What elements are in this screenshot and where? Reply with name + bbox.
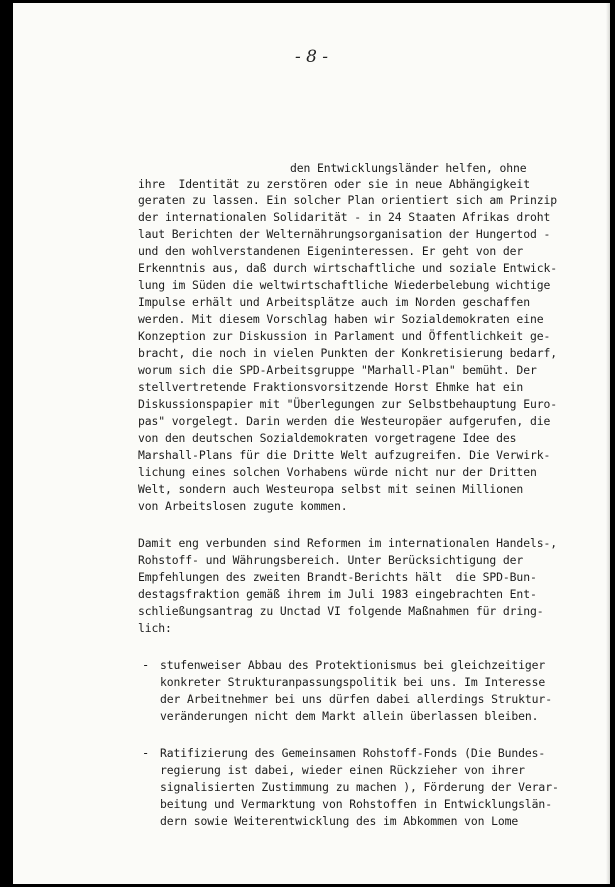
bullet-line: veränderungen nicht dem Markt allein überlassen bleiben. bbox=[160, 709, 539, 723]
document-page bbox=[13, 3, 610, 884]
text-line: Damit eng verbunden sind Reformen im internationalen Handels-, bbox=[138, 536, 557, 550]
text-line: schließungsantrag zu Unctad VI folgende Maßnahmen für dring- bbox=[138, 604, 544, 618]
text-line: worum sich die SPD-Arbeitsgruppe "Marhall-Plan" bemüht. Der bbox=[138, 363, 537, 377]
text-line: Diskussionspapier mit "Überlegungen zur Selbstbehauptung Euro- bbox=[138, 397, 557, 411]
text-line: pas" vorgelegt. Darin werden die Westeuropäer aufgerufen, die bbox=[138, 414, 551, 428]
text-line: den Entwicklungsländer helfen, ohne bbox=[290, 161, 527, 175]
text-line: und den wohlverstandenen Eigeninteressen. Er geht von der bbox=[138, 244, 524, 258]
text-line: Erkenntnis aus, daß durch wirtschaftliche und soziale Entwick- bbox=[138, 261, 557, 275]
text-line: Konzeption zur Diskussion in Parlament und Öffentlichkeit ge- bbox=[138, 329, 551, 343]
bullet-line: Ratifizierung des Gemeinsamen Rohstoff-Fonds (Die Bundes- bbox=[160, 746, 546, 760]
text-line: laut Berichten der Welternährungsorganisation der Hungertod - bbox=[138, 227, 551, 241]
bullet-line: der Arbeitnehmer bei uns dürfen dabei allerdings Struktur- bbox=[160, 692, 552, 706]
text-line: Rohstoff- und Währungsbereich. Unter Berücksichtigung der bbox=[138, 553, 524, 567]
bullet-line: konkreter Strukturanpassungspolitik bei uns. Im Interesse bbox=[160, 675, 546, 689]
text-line: der internationalen Solidarität - in 24 Staaten Afrikas droht bbox=[138, 210, 551, 224]
text-line: werden. Mit diesem Vorschlag haben wir Sozialdemokraten eine bbox=[138, 312, 544, 326]
text-line: von den deutschen Sozialdemokraten vorgetragene Idee des bbox=[138, 431, 517, 445]
bullet-line: dern sowie Weiterentwicklung des im Abkommen von Lome bbox=[160, 814, 519, 828]
text-line: lichung eines solchen Vorhabens würde nicht nur der Dritten bbox=[138, 465, 537, 479]
text-line: von Arbeitslosen zugute kommen. bbox=[138, 499, 348, 513]
bullet-line: signalisierten Zustimmung zu machen ), Förderung der Verar- bbox=[160, 780, 559, 794]
text-line: Marshall-Plans für die Dritte Welt aufzugreifen. Die Verwirk- bbox=[138, 448, 551, 462]
page-edge-shadow bbox=[606, 3, 610, 884]
text-line: Welt, sondern auch Westeuropa selbst mit seinen Millionen bbox=[138, 482, 524, 496]
text-line: lung im Süden die weltwirtschaftliche Wiederbelebung wichtige bbox=[138, 278, 551, 292]
bullet-dash: - bbox=[142, 746, 150, 760]
bullet-line: stufenweiser Abbau des Protektionismus bei gleichzeitiger bbox=[160, 658, 546, 672]
text-line: ihre Identität zu zerstören oder sie in neue Abhängigkeit bbox=[138, 177, 530, 191]
text-line: lich: bbox=[138, 621, 172, 635]
text-line: bracht, die noch in vielen Punkten der Konkretisierung bedarf, bbox=[138, 346, 557, 360]
text-line: Empfehlungen des zweiten Brandt-Berichts hält die SPD-Bun- bbox=[138, 570, 537, 584]
text-line: geraten zu lassen. Ein solcher Plan orientiert sich am Prinzip bbox=[138, 193, 557, 207]
text-line: Impulse erhält und Arbeitsplätze auch im Norden geschaffen bbox=[138, 295, 530, 309]
page-number: - 8 - bbox=[294, 47, 329, 67]
text-line: stellvertretende Fraktionsvorsitzende Horst Ehmke hat ein bbox=[138, 380, 524, 394]
bullet-line: beitung und Vermarktung von Rohstoffen in Entwicklungslän- bbox=[160, 797, 552, 811]
text-line: destagsfraktion gemäß ihrem im Juli 1983 eingebrachten Ent- bbox=[138, 587, 537, 601]
bullet-line: regierung ist dabei, wieder einen Rückzieher von ihrer bbox=[160, 763, 525, 777]
bullet-dash: - bbox=[142, 658, 150, 672]
